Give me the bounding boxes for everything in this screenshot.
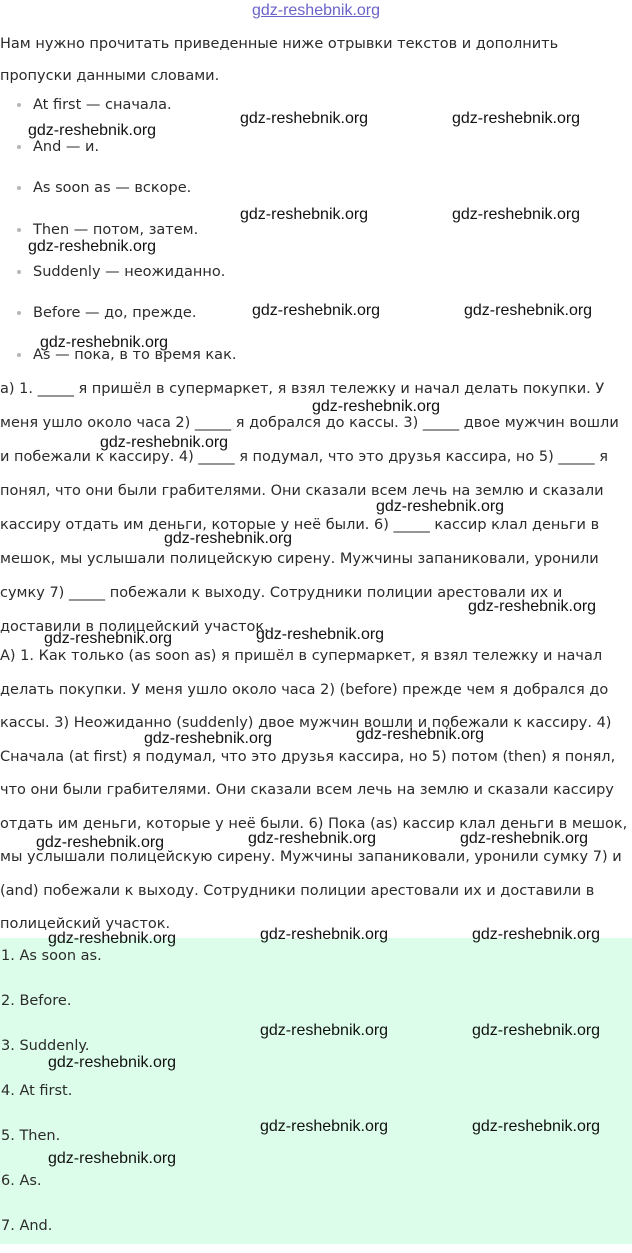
watermark: gdz-reshebnik.org: [48, 1054, 177, 1071]
watermark: gdz-reshebnik.org: [48, 1150, 177, 1167]
watermark: gdz-reshebnik.org: [100, 434, 229, 451]
watermark: gdz-reshebnik.org: [452, 110, 581, 127]
watermark: gdz-reshebnik.org: [252, 302, 381, 319]
watermark: gdz-reshebnik.org: [468, 598, 597, 615]
watermark: gdz-reshebnik.org: [472, 926, 601, 943]
watermark: gdz-reshebnik.org: [260, 1118, 389, 1135]
word-list-item: At first — сначала.: [0, 92, 632, 134]
answer-item: 1. As soon as.: [1, 948, 102, 964]
answer-item: 6. As.: [1, 1173, 42, 1189]
watermark: gdz-reshebnik.org: [240, 206, 369, 223]
site-header-link[interactable]: gdz-reshebnik.org: [251, 2, 381, 19]
word-list-item: Before — до, прежде.: [0, 300, 632, 342]
watermark: gdz-reshebnik.org: [260, 1022, 389, 1039]
watermark: gdz-reshebnik.org: [28, 238, 157, 255]
answer-text: А) 1. Как только (as soon as) я пришёл в супермаркет, я взял тележку и начал делать покупки. У меня ушло около часа 2) (before) прежде чем я добрался до кассы. 3) Неожиданно (suddenly) двое мужчин вошли и побежали к кассиру. 4) Сначала (at first) я подумал, что это друзья кассира, но 5) потом (then) я понял, что они были грабителями. Они сказали всем лечь на землю и сказали кассиру отдать им деньги, которые у неё были. 6) Пока (as) кассир клал деньги в мешок, мы услышали полицейскую сирену. Мужчины запаниковали, уронили сумку 7) и (and) побежали к выходу. Сотрудники полиции арестовали их и доставили в полицейский участок.: [0, 648, 628, 932]
answer-item: 4. At first.: [1, 1083, 73, 1099]
watermark: gdz-reshebnik.org: [464, 302, 593, 319]
answers-block: [0, 938, 632, 1244]
answer-item: 2. Before.: [1, 993, 72, 1009]
watermark: gdz-reshebnik.org: [356, 726, 485, 743]
watermark: gdz-reshebnik.org: [248, 830, 377, 847]
watermark: gdz-reshebnik.org: [48, 930, 177, 947]
watermark: gdz-reshebnik.org: [376, 498, 505, 515]
watermark: gdz-reshebnik.org: [28, 122, 157, 139]
task-text: а) 1. _____ я пришёл в супермаркет, я взял тележку и начал делать покупки. У меня ушло около часа 2) _____ я добрался до кассы. 3) _____ двое мужчин вошли и побежали к кассиру. 4) _____ я подумал, что это друзья кассира, но 5) _____ я понял, что они были грабителями. Они сказали всем лечь на землю и сказали кассиру отдать им деньги, которые у неё были. 6) _____ кассир клал деньги в мешок, мы услышали полицейскую сирену. Мужчины запаниковали, уронили сумку 7) _____ побежали к выходу. Сотрудники полиции арестовали их и доставили в полицейский участок.: [0, 381, 619, 635]
watermark: gdz-reshebnik.org: [164, 530, 293, 547]
watermark: gdz-reshebnik.org: [144, 730, 273, 747]
word-list-item: As — пока, в то время как.: [0, 342, 632, 384]
word-list-item: And — и.: [0, 134, 632, 176]
watermark: gdz-reshebnik.org: [256, 626, 385, 643]
answer-item: 5. Then.: [1, 1128, 61, 1144]
watermark: gdz-reshebnik.org: [472, 1118, 601, 1135]
word-list-item: Then — потом, затем.: [0, 217, 632, 259]
watermark: gdz-reshebnik.org: [44, 630, 173, 647]
answer-item: 3. Suddenly.: [1, 1038, 90, 1054]
watermark: gdz-reshebnik.org: [452, 206, 581, 223]
watermark: gdz-reshebnik.org: [472, 1022, 601, 1039]
watermark: gdz-reshebnik.org: [312, 398, 441, 415]
answer-item: 7. And.: [1, 1218, 53, 1234]
watermark: gdz-reshebnik.org: [460, 830, 589, 847]
word-list-item: As soon as — вскоре.: [0, 175, 632, 217]
watermark: gdz-reshebnik.org: [36, 834, 165, 851]
watermark: gdz-reshebnik.org: [240, 110, 369, 127]
word-list-item: Suddenly — неожиданно.: [0, 259, 632, 301]
watermark: gdz-reshebnik.org: [40, 334, 169, 351]
intro-text: Нам нужно прочитать приведенные ниже отрывки текстов и дополнить пропуски данными словами.: [0, 36, 559, 84]
watermark: gdz-reshebnik.org: [260, 926, 389, 943]
